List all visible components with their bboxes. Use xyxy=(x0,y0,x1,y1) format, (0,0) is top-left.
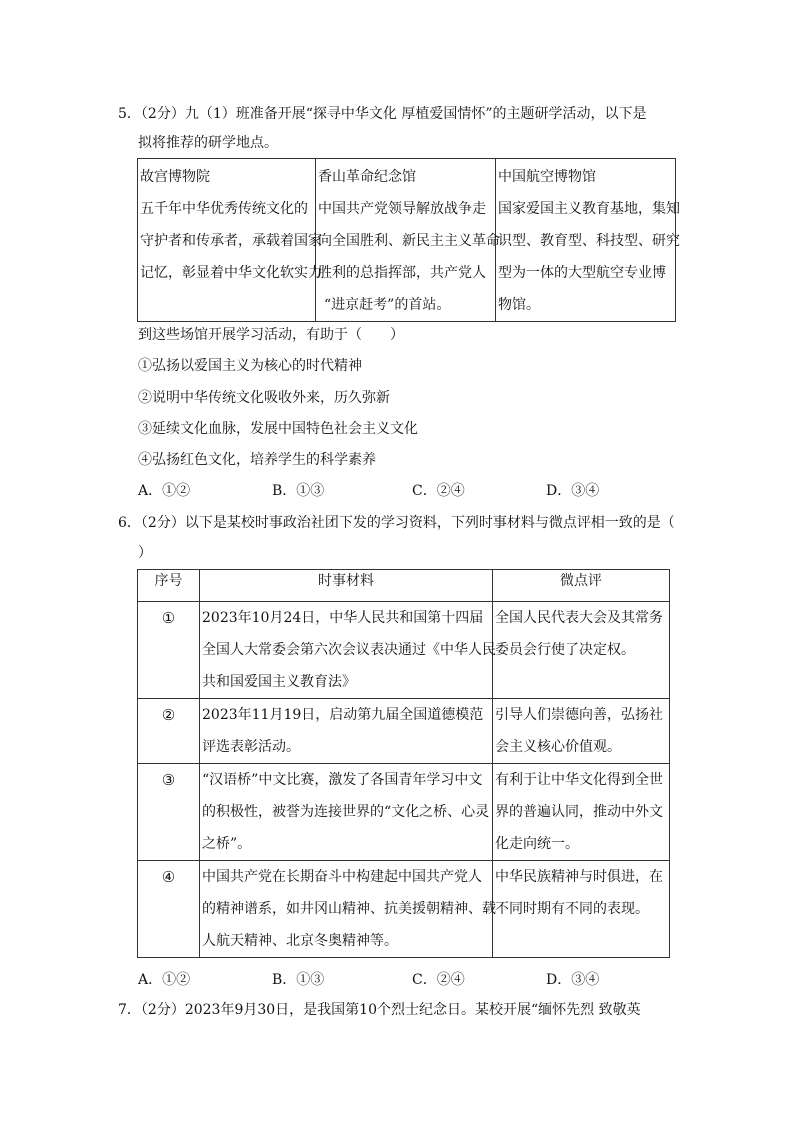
material-line: 之桥”。 xyxy=(202,836,252,852)
venue-desc-line: 物馆。 xyxy=(498,297,540,313)
table-header-row xyxy=(138,570,670,602)
comment-cell xyxy=(493,764,670,861)
venue-desc-line: 识型、教育型、科技型、研究 xyxy=(498,233,680,249)
material-line: 人航天精神、北京冬奥精神等。 xyxy=(202,933,398,949)
table-row xyxy=(138,602,670,699)
venue-desc-line: 胜利的总指挥部，共产党人 xyxy=(318,265,486,281)
venue-cell xyxy=(316,159,500,322)
venue-cell xyxy=(138,159,322,322)
venue-desc-line: 守护者和传承者，承载着国家 xyxy=(140,233,322,249)
comment-line: 全国人民代表大会及其常务 xyxy=(495,610,663,626)
venue-desc-line: 型为一体的大型航空专业博 xyxy=(498,265,666,281)
q5-venue-table xyxy=(137,158,680,322)
venue-desc-line: 国家爱国主义教育基地，集知 xyxy=(498,201,680,217)
q5-item: ③延续文化血脉，发展中国特色社会主义文化 xyxy=(138,421,418,437)
q6-stem-line2: ） xyxy=(138,545,152,561)
material-line: 共和国爱国主义教育法》 xyxy=(202,674,356,690)
q7-stem-line1: 7．（2分）2023年9月30日，是我国第10个烈士纪念日。某校开展“缅怀先烈 致敬英 xyxy=(118,1002,641,1018)
row-number-text: ④ xyxy=(161,868,176,886)
venue-desc-line: 向全国胜利、新民主主义革命 xyxy=(318,233,500,249)
q5-option-a[interactable]: A．①② xyxy=(138,483,191,499)
comment-line: 引导人们崇德向善，弘扬社 xyxy=(495,707,663,723)
material-line: 全国人大常委会第六次会议表决通过《中华人民 xyxy=(202,642,496,658)
venue-name: 香山革命纪念馆 xyxy=(318,169,416,185)
table-row xyxy=(138,764,670,861)
comment-line: 界的普遍认同，推动中外文 xyxy=(495,804,663,820)
q5-stem-line1: 5．（2分）九（1）班准备开展“探寻中华文化 厚植爱国情怀”的主题研学活动，以下是 xyxy=(118,106,647,122)
q6-option-c[interactable]: C．②④ xyxy=(412,972,465,988)
q5-item: ④弘扬红色文化，培养学生的科学素养 xyxy=(138,452,376,468)
comment-line: 不同时期有不同的表现。 xyxy=(495,901,649,917)
q6-option-b[interactable]: B．①③ xyxy=(272,972,325,988)
venue-desc-line: 记忆，彰显着中华文化软实力 xyxy=(140,265,322,281)
q6-option-a[interactable]: A．①② xyxy=(138,972,191,988)
q6-option-d[interactable]: D．③④ xyxy=(546,972,600,988)
row-number xyxy=(138,602,200,699)
q5-option-d[interactable]: D．③④ xyxy=(546,483,600,499)
material-cell xyxy=(200,602,496,699)
row-number-text: ② xyxy=(161,706,176,724)
venue-desc-line: “进京赶考”的首站。 xyxy=(324,297,451,313)
q5-item: ②说明中华传统文化吸收外来，历久弥新 xyxy=(138,390,390,406)
comment-line: 会主义核心价值观。 xyxy=(495,739,621,755)
comment-cell xyxy=(493,699,670,764)
material-line: 2023年11月19日，启动第九届全国道德模范 xyxy=(202,707,484,723)
material-line: 中国共产党在长期奋斗中构建起中国共产党人 xyxy=(202,869,482,885)
q5-option-c[interactable]: C．②④ xyxy=(412,483,465,499)
material-line: 的积极性，被誉为连接世界的“文化之桥、心灵 xyxy=(202,804,490,820)
row-number-text: ③ xyxy=(161,771,176,789)
venue-name: 中国航空博物馆 xyxy=(498,169,596,185)
row-number-text: ① xyxy=(161,609,176,627)
comment-line: 化走向统一。 xyxy=(495,836,579,852)
material-line: “汉语桥”中文比赛，激发了各国青年学习中文 xyxy=(202,772,483,788)
row-number xyxy=(138,861,200,958)
comment-cell xyxy=(493,861,670,958)
material-line: 的精神谱系，如井冈山精神、抗美援朝精神、载 xyxy=(202,901,496,917)
comment-line: 委员会行使了决定权。 xyxy=(495,642,635,658)
q5-question: 到这些场馆开展学习活动，有助于（ ） xyxy=(138,327,404,343)
header-comment: 微点评 xyxy=(493,570,670,602)
material-line: 评选表彰活动。 xyxy=(202,739,300,755)
table-row xyxy=(138,159,676,322)
q6-news-table xyxy=(137,569,670,958)
row-number xyxy=(138,764,200,861)
q5-item: ①弘扬以爱国主义为核心的时代精神 xyxy=(138,358,362,374)
table-row xyxy=(138,699,670,764)
material-cell xyxy=(200,699,493,764)
venue-name: 故宫博物院 xyxy=(140,169,210,185)
header-no: 序号 xyxy=(138,570,200,602)
material-line: 2023年10月24日，中华人民共和国第十四届 xyxy=(202,610,484,626)
row-number xyxy=(138,699,200,764)
venue-cell xyxy=(496,159,680,322)
table-row xyxy=(138,861,670,958)
header-material: 时事材料 xyxy=(200,570,493,602)
material-cell xyxy=(200,764,493,861)
q5-option-b[interactable]: B．①③ xyxy=(272,483,325,499)
venue-desc-line: 五千年中华优秀传统文化的 xyxy=(140,201,308,217)
q6-stem-line1: 6．（2分）以下是某校时事政治社团下发的学习资料，下列时事材料与微点评相一致的是（ xyxy=(118,515,675,531)
comment-line: 有利于让中华文化得到全世 xyxy=(495,772,663,788)
material-cell xyxy=(200,861,496,958)
venue-desc-line: 中国共产党领导解放战争走 xyxy=(318,201,486,217)
comment-cell xyxy=(493,602,670,699)
comment-line: 中华民族精神与时俱进，在 xyxy=(495,869,663,885)
q5-stem-line2: 拟将推荐的研学地点。 xyxy=(138,135,278,151)
